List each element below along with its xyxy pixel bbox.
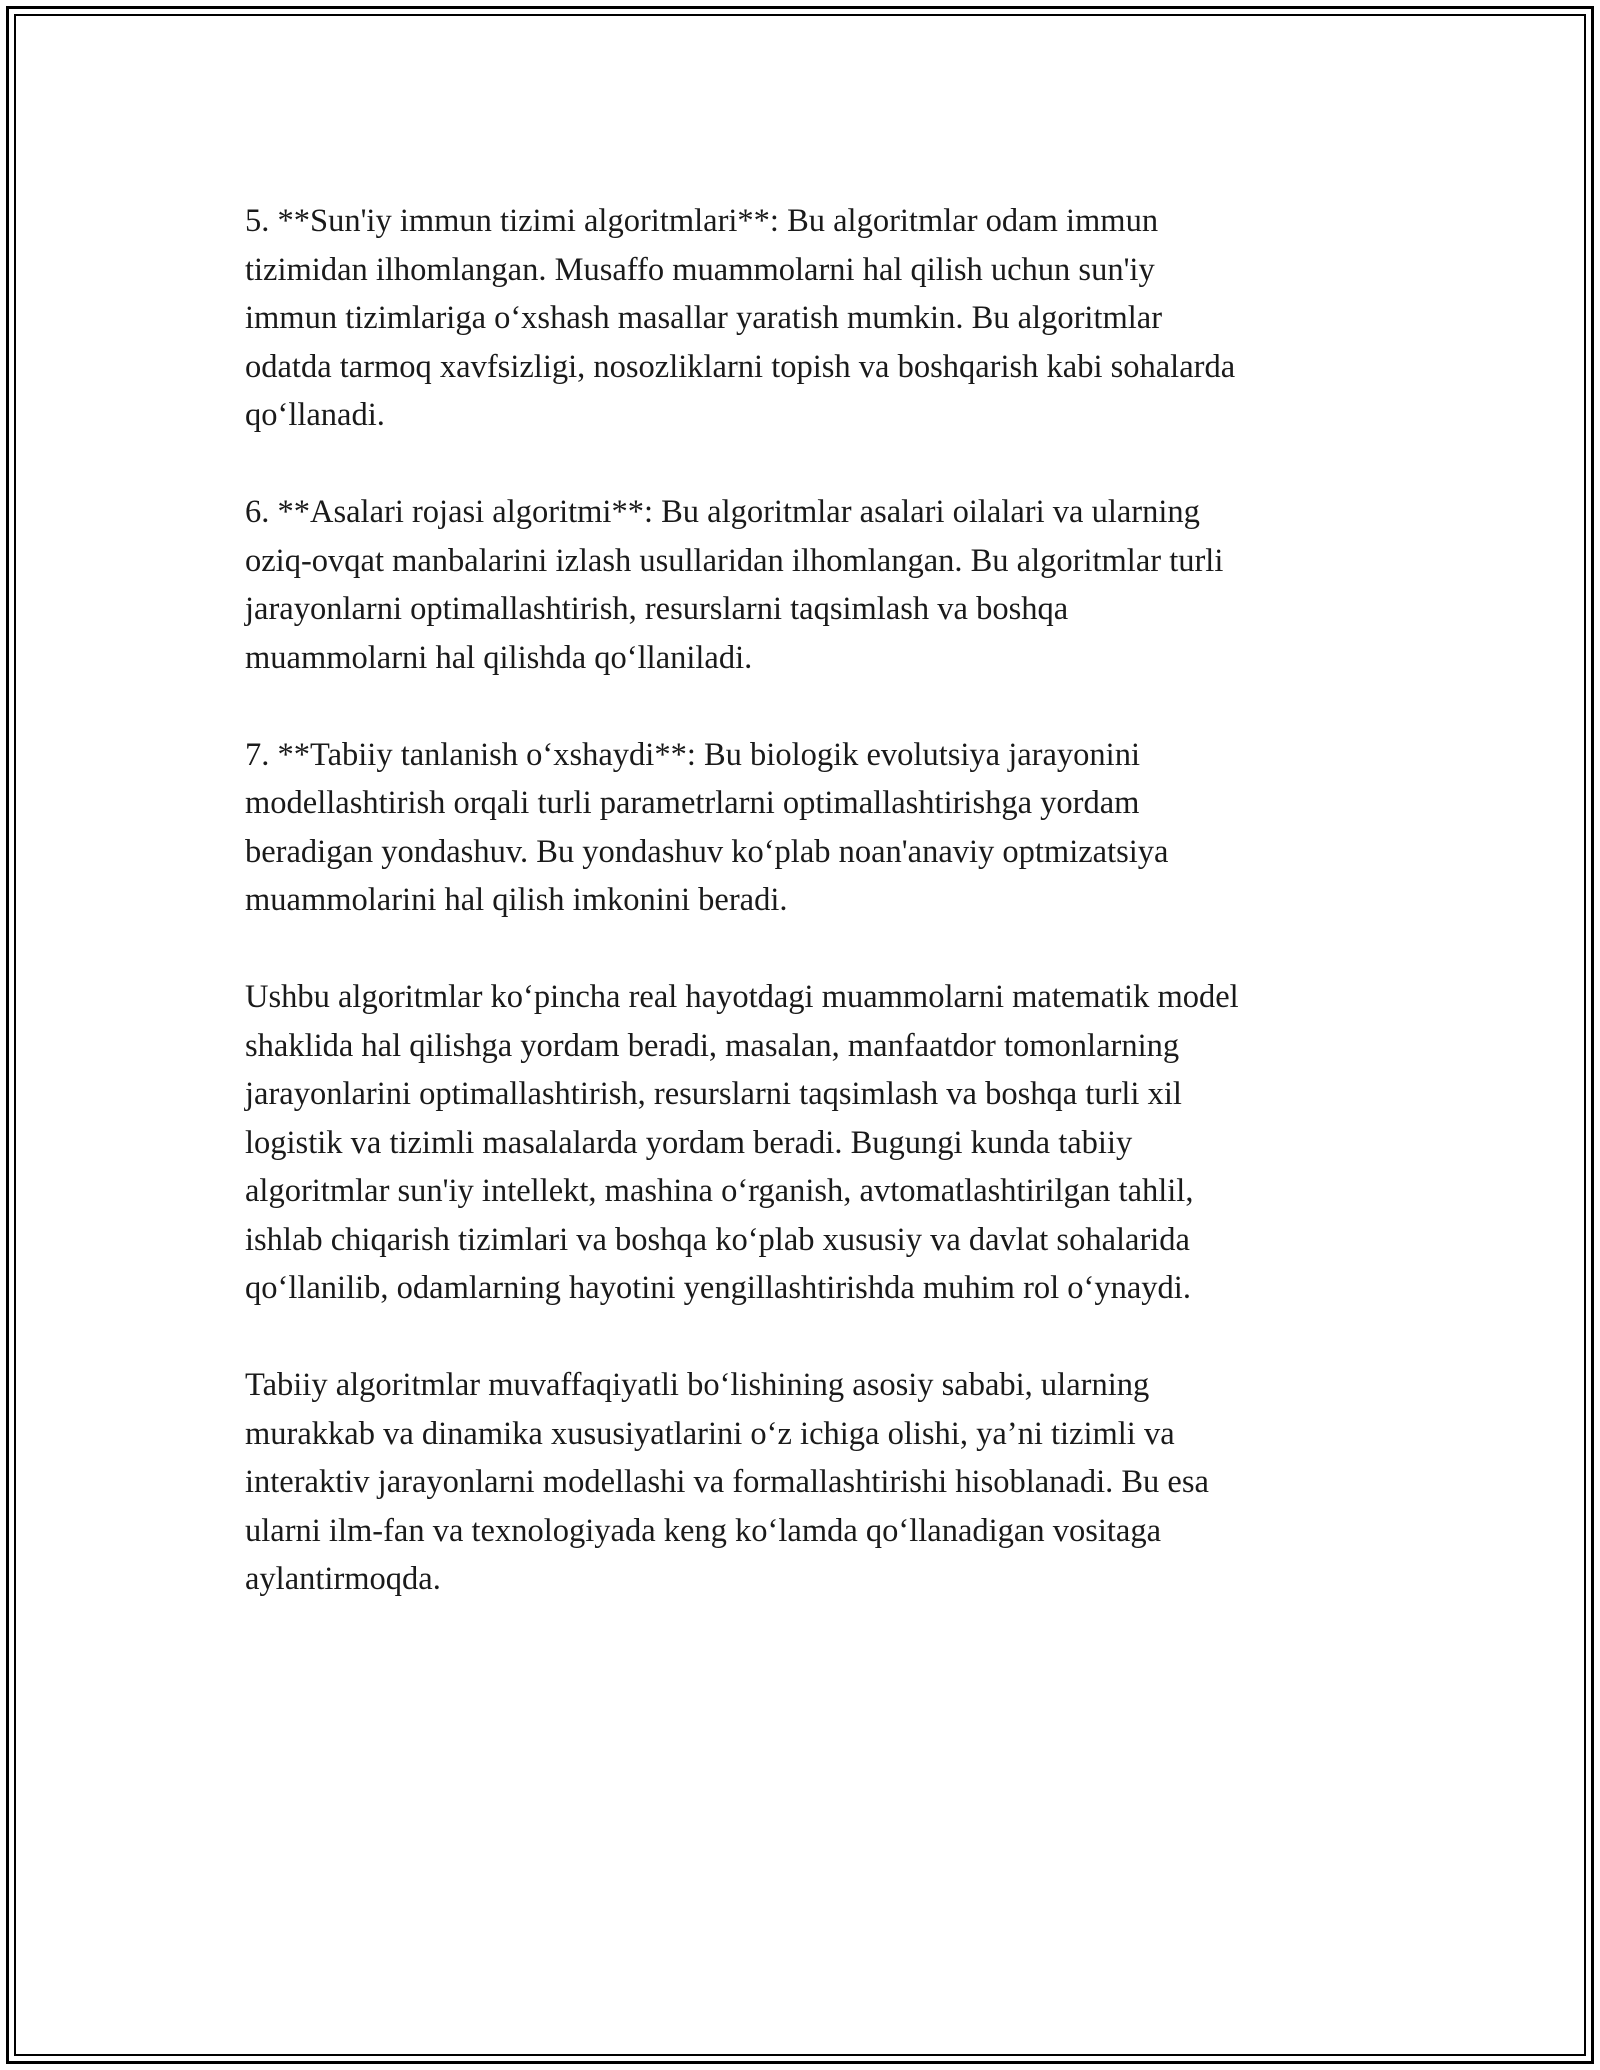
text-line: jarayonlarni optimallashtirish, resurslarni taqsimlash va boshqa — [245, 591, 1069, 627]
text-line: Ushbu algoritmlar ko‘pincha real hayotdagi muammolarni matematik model — [245, 979, 1239, 1015]
text-line: algoritmlar sun'iy intellekt, mashina o‘rganish, avtomatlashtirilgan tahlil, — [245, 1173, 1194, 1209]
text-line: ishlab chiqarish tizimlari va boshqa ko‘plab xususiy va davlat sohalarida — [245, 1221, 1190, 1258]
text-line: odatda tarmoq xavfsizligi, nosozliklarni topish va boshqarish kabi sohalarda — [245, 348, 1236, 385]
paragraph-natural-selection — [245, 731, 1375, 925]
text-line: muammolarni hal qilishda qo‘llaniladi. — [245, 639, 753, 676]
text-line: tizimidan ilhomlangan. Musaffo muammolarni hal qilish uchun sun'iy — [245, 251, 1155, 288]
text-line: jarayonlarini optimallashtirish, resurslarni taqsimlash va boshqa turli xil — [245, 1076, 1182, 1112]
paragraph-artificial-immune-system — [245, 197, 1375, 440]
paragraph-conclusion — [245, 1361, 1375, 1604]
text-line: modellashtirish orqali turli parametrlarni optimallashtirishga yordam — [245, 785, 1140, 821]
text-line: 6. **Asalari rojasi algoritmi**: Bu algoritmlar asalari oilalari va ularning — [245, 494, 1200, 530]
text-line: interaktiv jarayonlarni modellashi va formallashtirishi hisoblanadi. Bu esa — [245, 1464, 1209, 1500]
text-line: Tabiiy algoritmlar muvaffaqiyatli bo‘lishining asosiy sababi, ularning — [245, 1367, 1150, 1403]
text-line: 7. **Tabiiy tanlanish o‘xshaydi**: Bu biologik evolutsiya jarayonini — [245, 736, 1140, 773]
text-line: ularni ilm-fan va texnologiyada keng ko‘lamda qo‘llanadigan vositaga — [245, 1512, 1162, 1549]
paragraph-bee-colony — [245, 488, 1375, 682]
text-line: qo‘llanadi. — [245, 397, 385, 433]
text-line: shaklida hal qilishga yordam beradi, masalan, manfaatdor tomonlarning — [245, 1027, 1180, 1064]
text-line: oziq-ovqat manbalarini izlash usullaridan ilhomlangan. Bu algoritmlar turli — [245, 542, 1224, 579]
paragraph-applications — [245, 973, 1375, 1313]
text-line: aylantirmoqda. — [245, 1561, 441, 1597]
text-line: qo‘llanilib, odamlarning hayotini yengillashtirishda muhim rol o‘ynaydi. — [245, 1270, 1191, 1306]
text-line: 5. **Sun'iy immun tizimi algoritmlari**: Bu algoritmlar odam immun — [245, 203, 1159, 239]
page-frame — [6, 6, 1594, 2064]
text-line: beradigan yondashuv. Bu yondashuv ko‘plab noan'anaviy optmizatsiya — [245, 833, 1169, 870]
text-line: immun tizimlariga o‘xshash masallar yaratish mumkin. Bu algoritmlar — [245, 300, 1163, 336]
text-line: logistik va tizimli masalalarda yordam beradi. Bugungi kunda tabiiy — [245, 1124, 1133, 1161]
text-line: murakkab va dinamika xususiyatlarini o‘z ichiga olishi, ya’ni tizimli va — [245, 1415, 1175, 1452]
text-line: muammolarini hal qilish imkonini beradi. — [245, 882, 788, 918]
document-body — [245, 197, 1375, 1652]
